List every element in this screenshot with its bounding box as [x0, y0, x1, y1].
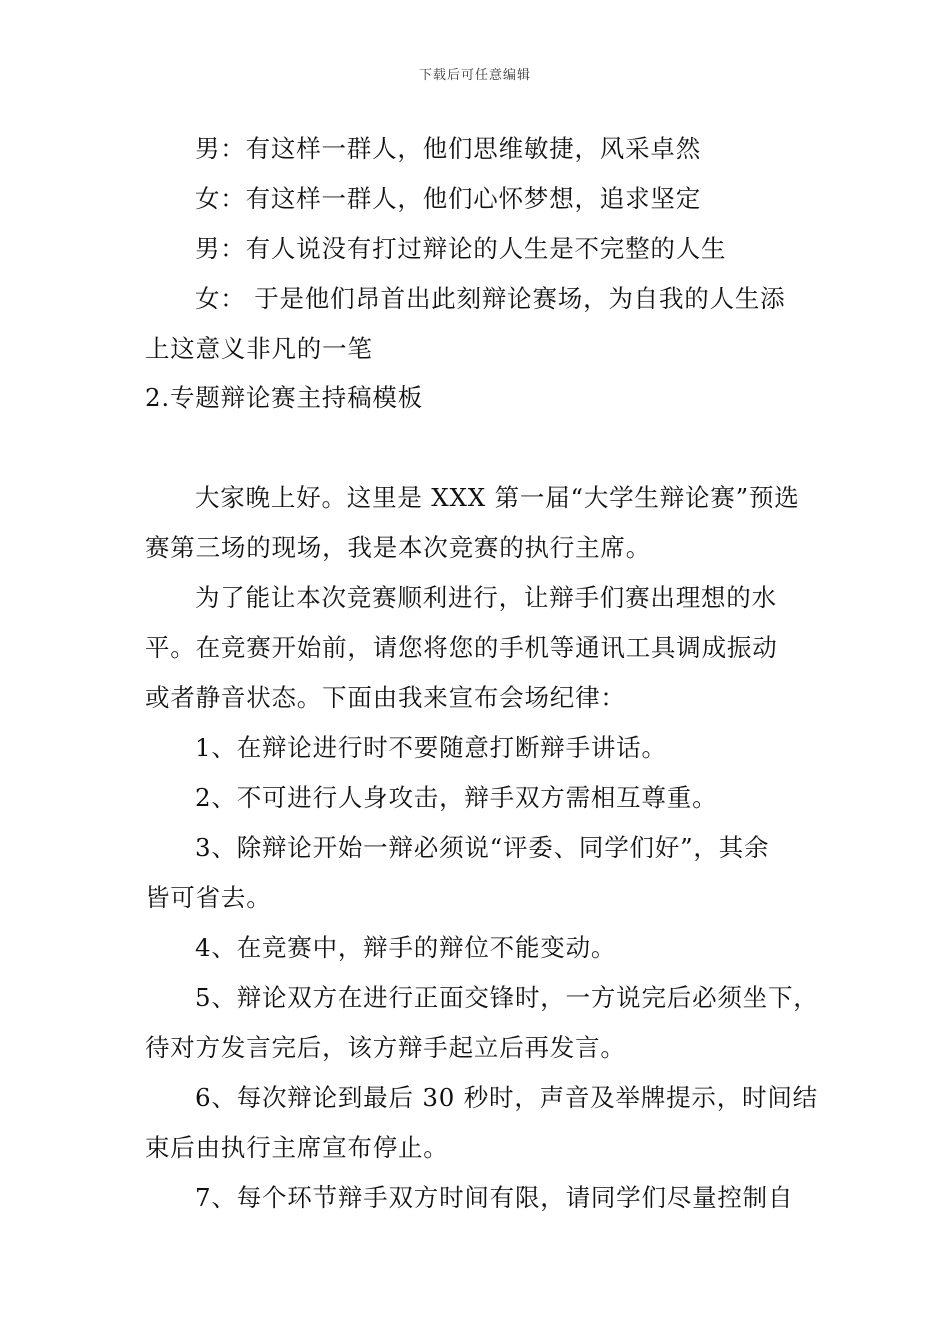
paragraph-line: 或者静音状态。下面由我来宣布会场纪律： [145, 683, 626, 712]
dialogue-line: 男：有人说没有打过辩论的人生是不完整的人生 [195, 234, 727, 263]
paragraph-line: 平。在竞赛开始前，请您将您的手机等通讯工具调成振动 [145, 633, 778, 662]
rule-item: 5、辩论双方在进行正面交锋时，一方说完后必须坐下， [195, 983, 819, 1012]
dialogue-line: 女：有这样一群人，他们心怀梦想，追求坚定 [195, 184, 701, 213]
rule-item-continuation: 束后由执行主席宣布停止。 [145, 1133, 449, 1162]
rule-item: 1、在辩论进行时不要随意打断辩手讲话。 [195, 733, 667, 762]
dialogue-line: 男：有这样一群人，他们思维敏捷，风采卓然 [195, 134, 701, 163]
section-title-wrap [145, 373, 810, 423]
rule-item: 2、不可进行人身攻击，辩手双方需相互尊重。 [195, 783, 718, 812]
host-script-body [145, 473, 819, 1223]
dialogue-line: 女： 于是他们昂首出此刻辩论赛场，为自我的人生添 [195, 284, 786, 313]
paragraph-line: 赛第三场的现场，我是本次竞赛的执行主席。 [145, 533, 651, 562]
rule-item: 3、除辩论开始一辩必须说“评委、同学们好”，其余 [195, 833, 770, 862]
section-title: 2.专题辩论赛主持稿模板 [145, 383, 423, 412]
rule-item: 4、在竞赛中，辩手的辩位不能变动。 [195, 933, 617, 962]
intro-dialogue [145, 124, 810, 374]
rule-item: 7、每个环节辩手双方时间有限，请同学们尽量控制自 [195, 1183, 794, 1212]
rule-item-continuation: 皆可省去。 [145, 883, 272, 912]
page-header: 下载后可任意编辑 [418, 68, 531, 83]
paragraph-line: 大家晚上好。这里是 XXX 第一届“大学生辩论赛”预选 [195, 483, 800, 512]
rule-item: 6、每次辩论到最后 30 秒时，声音及举牌提示，时间结 [195, 1083, 818, 1112]
paragraph-line: 为了能让本次竞赛顺利进行，让辩手们赛出理想的水 [195, 583, 777, 612]
dialogue-line-continuation: 上这意义非凡的一笔 [145, 334, 373, 363]
rule-item-continuation: 待对方发言完后，该方辩手起立后再发言。 [145, 1033, 626, 1062]
